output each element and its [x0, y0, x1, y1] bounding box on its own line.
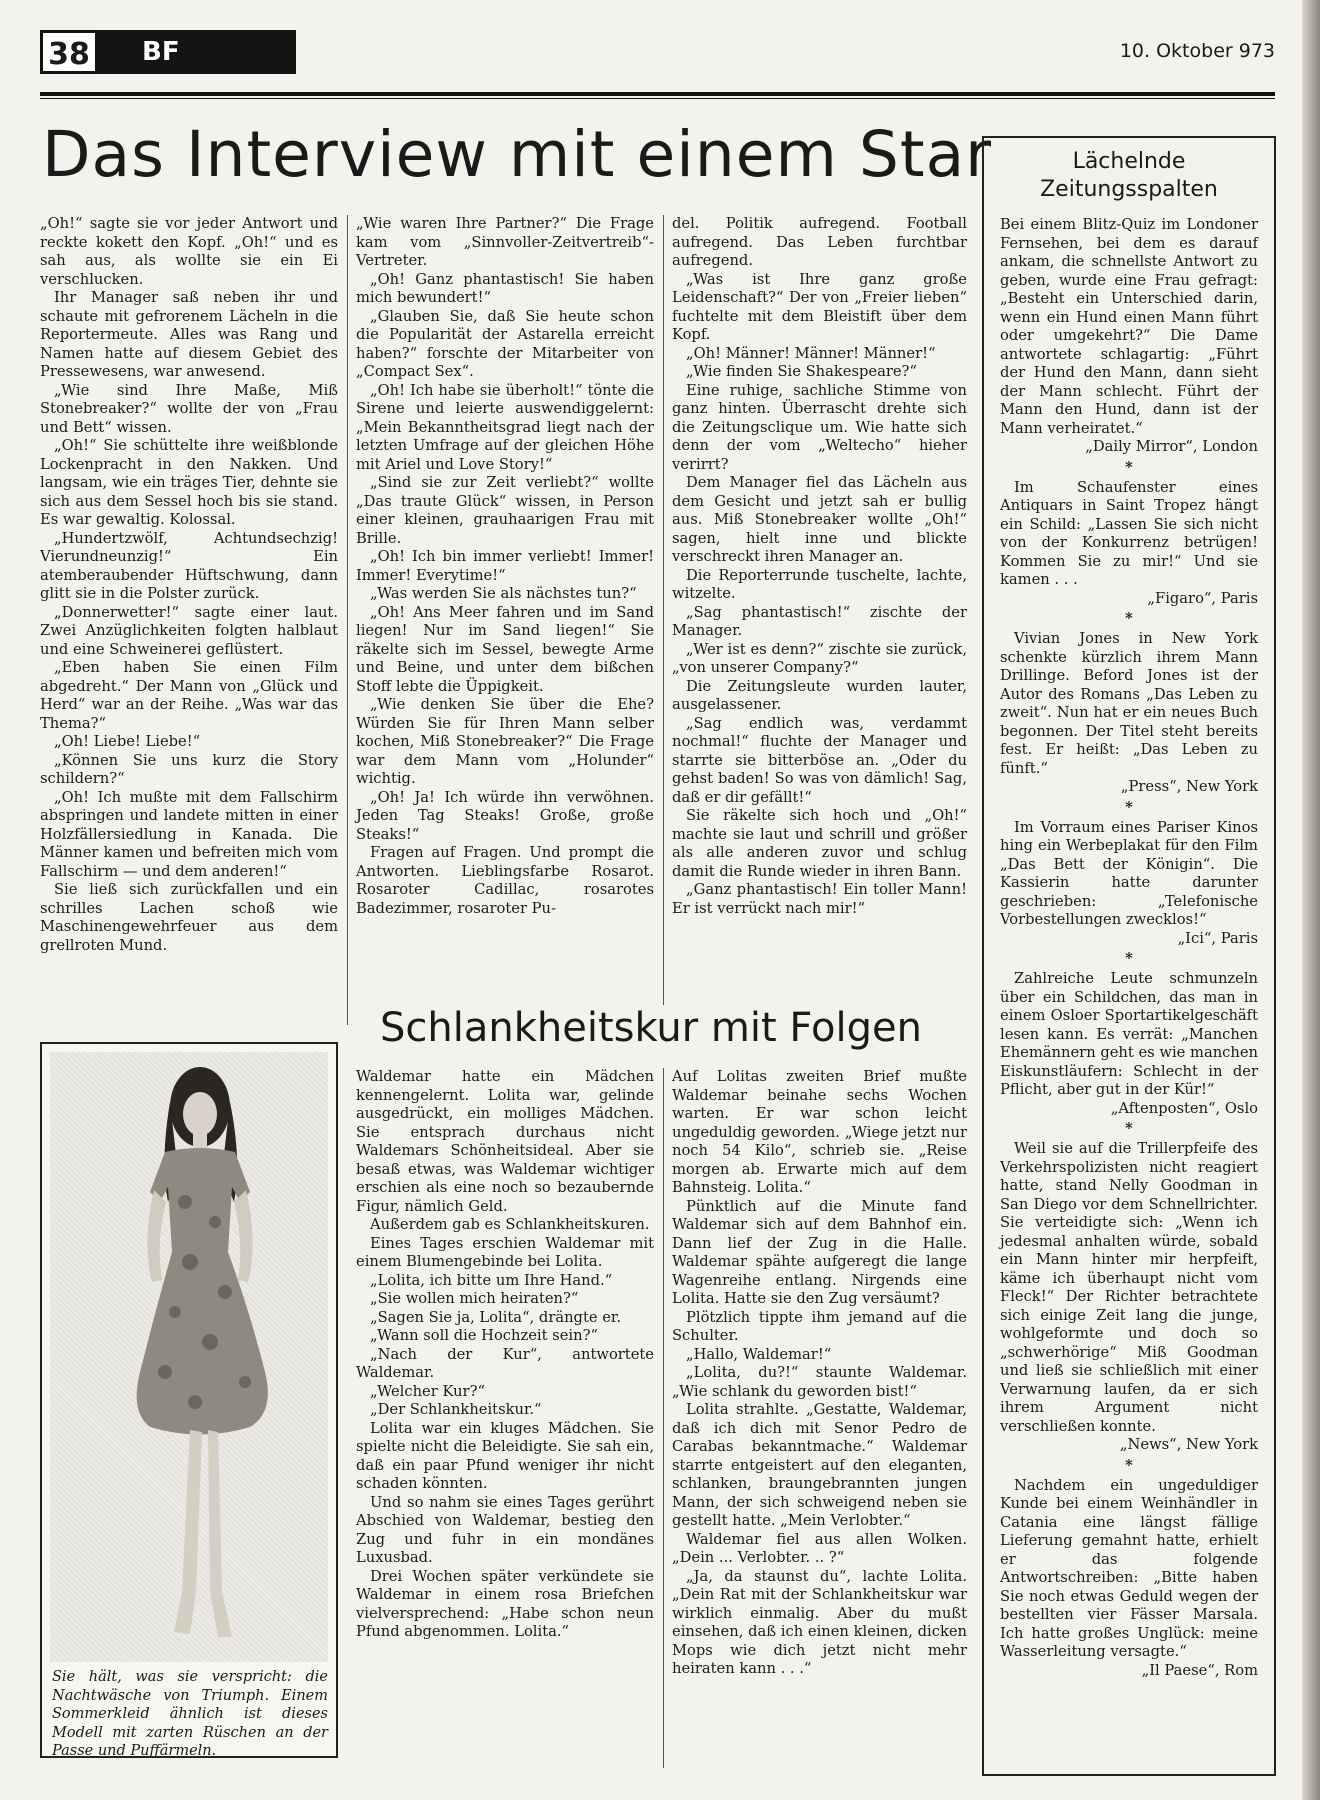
separator-star-icon: *	[1125, 458, 1133, 476]
paragraph: „Oh! Ja! Ich würde ihn verwöhnen. Jeden Tag Steaks! Große, große Steaks!“	[356, 788, 654, 843]
paragraph: „Sag endlich was, verdammt nochmal!“ fluchte der Manager und starrte sie bitterböse an. „Oder du gehst baden! So was von dämlich! Sag, daß er dir gefällt!“	[672, 714, 967, 806]
paragraph: „Nach der Kur“, antwortete Waldemar.	[356, 1345, 654, 1381]
paragraph: Die Reporterrunde tuschelte, lachte, witzelte.	[672, 566, 967, 602]
paragraph: „Donnerwetter!“ sagte einer laut. Zwei Anzüglichkeiten folgten halblaut und eine Schweinerei geflüstert.	[40, 603, 338, 658]
paragraph: Drei Wochen später verkündete sie Waldemar in einem rosa Briefchen vielversprechend: „Habe schon neun Pfund abgenommen. Lolita.“	[356, 1567, 654, 1640]
paragraph: Dem Manager fiel das Lächeln aus dem Gesicht und jetzt sah er bullig aus. Miß Stonebreaker wollte „Oh!“ sagen, hielt inne und blickte verschreckt ihren Manager an.	[672, 474, 967, 565]
paragraph: „Oh! Ich bin immer verliebt! Immer! Immer! Everytime!“	[356, 548, 654, 584]
paragraph: „Wann soll die Hochzeit sein?“	[370, 1327, 598, 1344]
sidebar-anecdote: Weil sie auf die Trillerpfeife des Verkehrspolizisten nicht reagiert hatte, stand Nelly Goodman in San Diego vor dem Schnellrichter. Sie verteidigte sich: „Wenn ich jedesmal anhalten würde, sobald ein Mann hinter mir herpfeift, käme ich überhaupt nicht vom Fleck!“ Der Richter betrachtete sich einige Zeit lang die junge, wohlgeformte und doch so „schwerhörige“ Miß Goodman und ließ sie schließlich mit einer Verwarnung laufen, da er sich ihrem Argument nicht verschließen konnte.	[1000, 1140, 1258, 1435]
sidebar-source: „Press“, New York	[1120, 778, 1258, 795]
paragraph: Die Zeitungsleute wurden lauter, ausgelassener.	[672, 677, 967, 713]
sidebar-source: „News“, New York	[1119, 1436, 1258, 1453]
paragraph: Sie räkelte sich hoch und „Oh!“ machte sie laut und schrill und größer als alle anderen zuvor und schlug damit die Runde wieder in ihren Bann.	[672, 807, 967, 880]
page-number: 38	[40, 30, 98, 74]
paragraph: „Was werden Sie als nächstes tun?“	[370, 585, 637, 602]
sidebar-column	[1000, 216, 1258, 1680]
sidebar-source: „Ici“, Paris	[1177, 929, 1258, 947]
paragraph: „Lolita, ich bitte um Ihre Hand.“	[370, 1271, 613, 1289]
sidebar-anecdote: Nachdem ein ungeduldiger Kunde bei einem Weinhändler in Catania eine längst fällige Lieferung gemahnt hatte, erhielt er das folgende Antwortschreiben: „Bitte haben Sie noch etwas Geduld wegen der bestellten vier Fässer Marsala. Ich hatte großes Unglück: meine Wasserleitung versagte.“	[1000, 1476, 1258, 1660]
separator-star-icon: *	[1125, 1120, 1133, 1137]
paragraph: Waldemar fiel aus allen Wolken. „Dein ... Verlobter. .. ?“	[672, 1530, 967, 1566]
column-divider	[663, 1068, 664, 1768]
paragraph: „Ja, da staunst du“, lachte Lolita. „Dein Rat mit der Schlankheitskur war wirklich einmalig. Aber du mußt einsehen, daß ich einen kleinen, dicken Mops wie dich jetzt nicht mehr heiraten kann . . .“	[672, 1567, 967, 1677]
interview-column-3	[672, 215, 967, 918]
issue-date: 10. Oktober 973	[1119, 40, 1275, 62]
column-divider	[347, 215, 348, 1025]
paragraph: „Sind sie zur Zeit verliebt?“ wollte „Das traute Glück“ wissen, in Person einer kleinen, grauhaarigen Frau mit Brille.	[356, 474, 654, 547]
paragraph: „Sag phantastisch!“ zischte der Manager.	[672, 603, 967, 639]
paragraph: „Wie sind Ihre Maße, Miß Stonebreaker?“ wollte der von „Frau und Bett“ wissen.	[40, 381, 338, 436]
paragraph: Lolita war ein kluges Mädchen. Sie spielte nicht die Beleidigte. Sie sah ein, daß ein paar Pfund weniger ihr nicht schaden könnten.	[356, 1419, 654, 1492]
paragraph: Fragen auf Fragen. Und prompt die Antworten. Lieblingsfarbe Rosarot. Rosaroter Cadillac, rosarotes Badezimmer, rosaroter Pu-	[356, 844, 654, 917]
paragraph: Waldemar hatte ein Mädchen kennengelernt. Lolita war, gelinde ausgedrückt, ein molliges Mädchen. Sie entsprach durchaus nicht Waldemars Schönheitsideal. Aber sie besaß etwas, was Waldemar wichtiger erschien als eine noch so bezaubernde Figur, nämlich Geld.	[356, 1068, 654, 1215]
paragraph: „Oh!“ Sie schüttelte ihre weißblonde Lockenpracht in den Nakken. Und langsam, wie ein träges Tier, dehnte sie sich aus dem Sessel hoch bis sie stand. Es war gewaltig. Kolossal.	[40, 437, 338, 528]
sidebar-source: „Il Paese“, Rom	[1141, 1661, 1258, 1679]
paragraph: Auf Lolitas zweiten Brief mußte Waldemar beinahe sechs Wochen warten. Er war schon leicht ungeduldig geworden. „Wiege jetzt nur noch 54 Kilo“, schrieb sie. „Reise morgen ab. Erwarte mich auf dem Bahnsteig. Lolita.“	[672, 1068, 967, 1196]
paragraph: „Oh! Ans Meer fahren und im Sand liegen! Nur im Sand liegen!“ Sie räkelte sich im Sessel, bewegte Arme und Beine, und unter dem bißchen Stoff lebte die Üppigkeit.	[356, 603, 654, 695]
paragraph: „Der Schlankheitskur.“	[370, 1401, 542, 1418]
paragraph: „Welcher Kur?“	[370, 1382, 485, 1400]
article-title-schlankheitskur: Schlankheitskur mit Folgen	[380, 1005, 922, 1051]
sidebar-title-line-2: Zeitungsspalten	[1040, 177, 1218, 202]
sidebar-title-line-1: Lächelnde	[1072, 149, 1186, 174]
page-header	[40, 30, 1275, 80]
sidebar-title	[984, 148, 1274, 204]
fashion-photo	[50, 1052, 328, 1662]
paragraph: „Wie finden Sie Shakespeare?“	[686, 363, 917, 380]
paragraph: Sie ließ sich zurückfallen und ein schrilles Lachen schoß wie Maschinengewehrfeuer aus dem grellroten Mund.	[40, 881, 338, 954]
paragraph: „Ganz phantastisch! Ein toller Mann! Er ist verrückt nach mir!“	[672, 881, 967, 917]
schlankheitskur-column-2	[672, 1068, 967, 1679]
paragraph: „Eben haben Sie einen Film abgedreht.“ Der Mann von „Glück und Herd“ war an der Reihe. „Was war das Thema?“	[40, 659, 338, 732]
sidebar-anecdote: Im Schaufenster eines Antiquars in Saint Tropez hängt ein Schild: „Lassen Sie sich nicht von der Konkurrenz betrügen! Kommen Sie zu mir!“ Und sie kamen . . .	[1000, 478, 1258, 588]
paragraph: Eines Tages erschien Waldemar mit einem Blumengebinde bei Lolita.	[356, 1234, 654, 1270]
article-title-interview: Das Interview mit einem Star	[42, 118, 993, 191]
sidebar-source: „Figaro“, Paris	[1147, 589, 1258, 607]
paragraph: Plötzlich tippte ihm jemand auf die Schulter.	[672, 1308, 967, 1344]
interview-column-1	[40, 215, 338, 955]
sidebar-box	[982, 136, 1276, 1776]
paragraph: Und so nahm sie eines Tages gerührt Abschied von Waldemar, bestieg den Zug und fuhr in ein mondänes Luxusbad.	[356, 1493, 654, 1566]
paragraph: Pünktlich auf die Minute fand Waldemar sich auf dem Bahnhof ein. Dann lief der Zug in die Halle. Waldemar spähte aufgeregt die lange Wagenreihe entlang. Nirgends eine Lolita. Hatte sie den Zug versäumt?	[672, 1197, 967, 1307]
paragraph: „Hundertzwölf, Achtundsechzig! Vierundneunzig!“ Ein atemberaubender Hüftschwung, dann glitt sie in die Polster zurück.	[40, 529, 338, 602]
woman-in-dress-illustration	[50, 1052, 328, 1662]
header-rule	[40, 92, 1275, 96]
paragraph: „Oh! Männer! Männer! Männer!“	[686, 344, 936, 362]
paragraph: del. Politik aufregend. Football aufregend. Das Leben furchtbar aufregend.	[672, 215, 967, 269]
paragraph: „Hallo, Waldemar!“	[686, 1345, 832, 1363]
page-edge-shadow	[1302, 0, 1320, 1800]
separator-star-icon: *	[1125, 798, 1133, 816]
separator-star-icon: *	[1125, 610, 1133, 627]
sidebar-anecdote: Vivian Jones in New York schenkte kürzlich ihrem Mann Drillinge. Beford Jones ist der Autor des Romans „Das Leben zu zweit“. Nun hat er ein neues Buch begonnen. Der Titel steht bereits fest. Er heißt: „Das Leben zu fünft.“	[1000, 630, 1258, 777]
paragraph: „Sagen Sie ja, Lolita“, drängte er.	[370, 1308, 621, 1326]
section-label: BF	[96, 30, 296, 74]
sidebar-source: „Aftenposten“, Oslo	[1110, 1099, 1258, 1117]
separator-star-icon: *	[1125, 950, 1133, 967]
paragraph: „Oh!“ sagte sie vor jeder Antwort und reckte kokett den Kopf. „Oh!“ und es sah aus, als wollte sie ein Ei verschlucken.	[40, 215, 338, 288]
paragraph: „Können Sie uns kurz die Story schildern?“	[40, 751, 338, 787]
schlankheitskur-column-1	[356, 1068, 654, 1642]
sidebar-anecdote: Zahlreiche Leute schmunzeln über ein Schildchen, das man in einem Osloer Sportartikelgeschäft lesen kann. Es verrät: „Manchen Ehemännern geht es wie manchen Eiskunstläufern: Schlecht in der Pflicht, aber gut in der Kür!“	[1000, 970, 1258, 1098]
sidebar-anecdote: Im Vorraum eines Pariser Kinos hing ein Werbeplakat für den Film „Das Bett der Königin“. Die Kassierin hatte darunter geschrieben: „Telefonische Vorbestellungen zwecklos!“	[1000, 818, 1258, 928]
sidebar-anecdote: Bei einem Blitz-Quiz im Londoner Fernsehen, bei dem es darauf ankam, die schnellste Antwort zu geben, wurde eine Frau gefragt: „Besteht ein Unterschied darin, wenn ein Hund einen Mann führt oder umgekehrt?“ Die Dame antwortete schlagartig: „Führt der Hund den Mann, dann sieht der Mann schlecht. Führt der Mann den Hund, dann ist der Mann verheiratet.“	[1000, 216, 1258, 437]
paragraph: Lolita strahlte. „Gestatte, Waldemar, daß ich dich mit Senor Pedro de Carabas bekanntmache.“ Waldemar starrte entgeistert auf den eleganten, schlanken, braungebrannten jungen Mann, der sich schweigend neben sie gestellt hatte. „Mein Verlobter.“	[672, 1401, 967, 1529]
paragraph: „Oh! Ganz phantastisch! Sie haben mich bewundert!“	[356, 270, 654, 306]
header-rule-thin	[40, 98, 1275, 99]
paragraph: „Wie denken Sie über die Ehe? Würden Sie für Ihren Mann selber kochen, Miß Stonebreaker?“ Die Frage war dem Mann vom „Holunder“ wichtig.	[356, 696, 654, 787]
photo-caption: Sie hält, was sie verspricht: die Nachtwäsche von Triumph. Einem Sommerkleid ähnlich ist dieses Modell mit zarten Rüschen an der Passe und Puffärmeln.	[52, 1669, 328, 1759]
paragraph: „Wie waren Ihre Partner?“ Die Frage kam vom „Sinnvoller-Zeitvertreib“-Vertreter.	[356, 215, 654, 269]
paragraph: „Wer ist es denn?“ zischte sie zurück, „von unserer Company?“	[672, 640, 967, 676]
paragraph: „Sie wollen mich heiraten?“	[370, 1290, 579, 1307]
paragraph: Ihr Manager saß neben ihr und schaute mit gefrorenem Lächeln in die Reportermeute. Alles was Rang und Namen hatte auf diesem Gebiet des Pressewesens, war anwesend.	[40, 289, 338, 380]
column-divider	[663, 215, 664, 1005]
interview-column-2	[356, 215, 654, 918]
paragraph: „Glauben Sie, daß Sie heute schon die Popularität der Astarella erreicht haben?“ forschte der Mitarbeiter von „Compact Sex“.	[356, 307, 654, 380]
paragraph: „Was ist Ihre ganz große Leidenschaft?“ Der von „Freier lieben“ fuchtelte mit dem Bleistift über dem Kopf.	[672, 270, 967, 343]
paragraph: „Lolita, du?!“ staunte Waldemar. „Wie schlank du geworden bist!“	[672, 1364, 967, 1400]
paragraph: „Oh! Liebe! Liebe!“	[54, 733, 201, 750]
paragraph: „Oh! Ich habe sie überholt!“ tönte die Sirene und leierte auswendiggelernt: „Mein Bekanntheitsgrad liegt nach der letzten Umfrage auf der gleichen Höhe mit Ariel und Love Story!“	[356, 381, 654, 473]
photo-box	[40, 1042, 338, 1758]
paragraph: Außerdem gab es Schlankheitskuren.	[370, 1216, 650, 1233]
paragraph: „Oh! Ich mußte mit dem Fallschirm abspringen und landete mitten in einer Holzfällersiedlung in Kanada. Die Männer kamen und befreiten mich vom Fallschirm — und dem anderen!“	[40, 788, 338, 880]
separator-star-icon: *	[1125, 1456, 1133, 1474]
paragraph: Eine ruhige, sachliche Stimme von ganz hinten. Überrascht drehte sich die Zeitungsclique um. Wie hatte sich denn der vom „Weltecho“ hieher verirrt?	[672, 381, 967, 473]
sidebar-source: „Daily Mirror“, London	[1085, 438, 1258, 455]
